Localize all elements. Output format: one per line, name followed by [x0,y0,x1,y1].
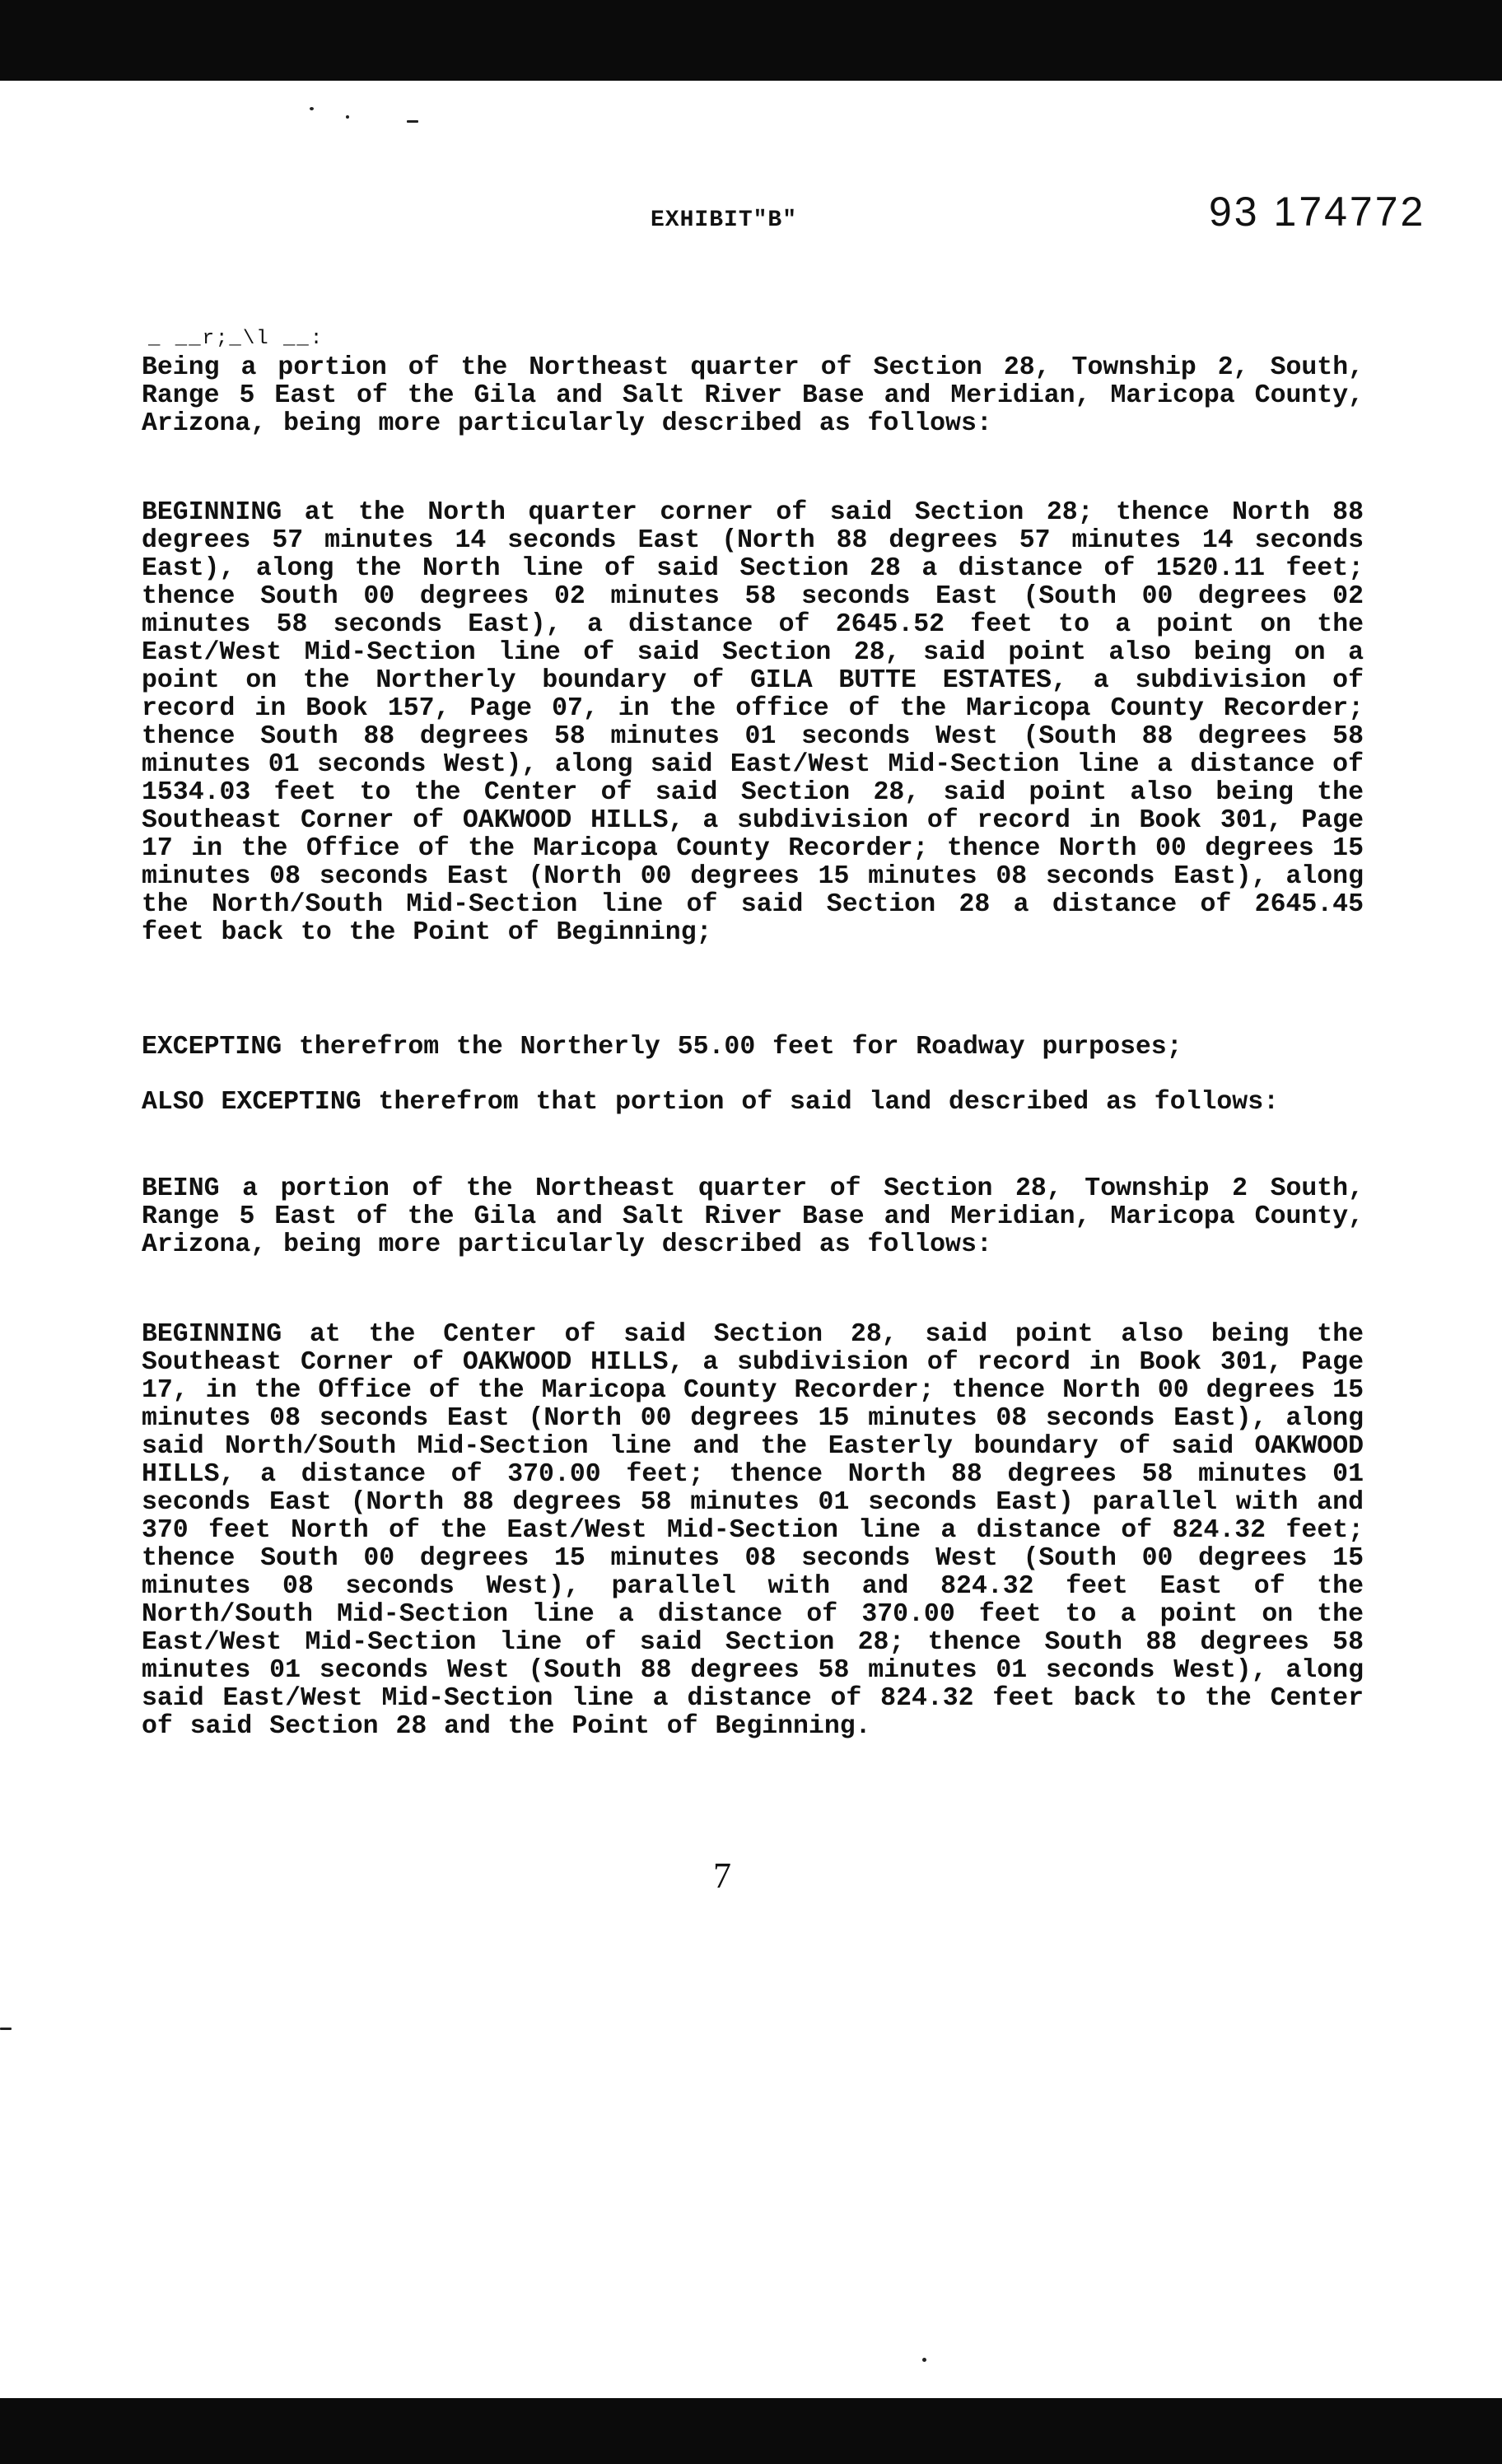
scan-border-top [0,0,1502,81]
legal-description-beginning: BEGINNING at the North quarter corner of said Section 28; thence North 88 degrees 57 minutes 14 seconds East (North 88 degrees 57 minutes 14 seconds East), along the North line of said Section 28 a distance of 1520.11 feet; thence South 00 degrees 02 minutes 58 seconds East (South 00 degrees 02 minutes 58 seconds East), a distance of 2645.52 feet to a point on the East/West Mid-Section line of said Section 28, said point also being on a point on the Northerly boundary of GILA BUTTE ESTATES, a subdivision of record in Book 157, Page 07, in the office of the Maricopa County Recorder; thence South 88 degrees 58 minutes 01 seconds West (South 88 degrees 58 minutes 01 seconds West), along said East/West Mid-Section line a distance of 1534.03 feet to the Center of said Section 28, said point also being the Southeast Corner of OAKWOOD HILLS, a subdivision of record in Book 301, Page 17 in the Office of the Maricopa County Recorder; thence North 00 degrees 15 minutes 08 seconds East (North 00 degrees 15 minutes 08 seconds East), along the North/South Mid-Section line of said Section 28 a distance of 2645.45 feet back to the Point of Beginning; [142,498,1364,947]
legal-description-intro: Being a portion of the Northeast quarter of Section 28, Township 2, South, Range 5 East of the Gila and Salt River Base and Meridian, Maricopa County, Arizona, being more particularly described as follows: [142,353,1364,438]
scan-speck [0,2028,12,2030]
also-excepting-clause: ALSO EXCEPTING therefrom that portion of said land described as follows: [142,1088,1280,1117]
scan-speck [310,107,314,110]
exhibit-title: EXHIBIT"B" [651,208,798,233]
scan-speck [346,115,349,119]
scan-speck [407,120,418,123]
scan-border-bottom [0,2398,1502,2464]
scan-speck [922,2358,926,2362]
exception-beginning-description: BEGINNING at the Center of said Section 28, said point also being the Southeast Corner of OAKWOOD HILLS, a subdivision of record in Book 301, Page 17, in the Office of the Maricopa County Recorder; thence North 00 degrees 15 minutes 08 seconds East (North 00 degrees 15 minutes 08 seconds East), along said North/South Mid-Section line and the Easterly boundary of said OAKWOOD HILLS, a distance of 370.00 feet; thence North 88 degrees 58 minutes 01 seconds East (North 88 degrees 58 minutes 01 seconds East) parallel with and 370 feet North of the East/West Mid-Section line a distance of 824.32 feet; thence South 00 degrees 15 minutes 08 seconds West (South 00 degrees 15 minutes 08 seconds West), parallel with and 824.32 feet East of the North/South Mid-Section line a distance of 370.00 feet to a point on the East/West Mid-Section line of said Section 28; thence South 88 degrees 58 minutes 01 seconds West (South 88 degrees 58 minutes 01 seconds West), along said East/West Mid-Section line a distance of 824.32 feet back to the Center of said Section 28 and the Point of Beginning. [142,1320,1364,1741]
handwritten-page-mark: 7 [713,1855,731,1896]
stray-handwritten-mark: _ __r;_\l __: [148,328,324,350]
exception-portion-description: BEING a portion of the Northeast quarter of Section 28, Township 2 South, Range 5 East of the Gila and Salt River Base and Meridian, Maricopa County, Arizona, being more particularly described as follows: [142,1174,1364,1259]
document-number: 93 174772 [1209,189,1426,235]
excepting-clause: EXCEPTING therefrom the Northerly 55.00 feet for Roadway purposes; [142,1033,1182,1062]
